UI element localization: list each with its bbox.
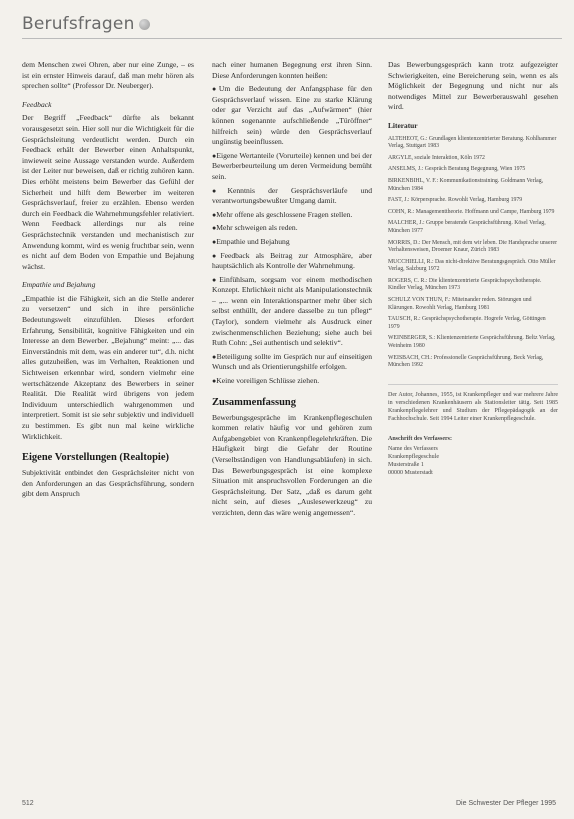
reference-item: COHN, R.: Managementtheorie. Hoffmann und Campe, Hamburg 1979: [388, 208, 555, 215]
list-item: ● Beteiligung sollte im Gespräch nur auf einseitigen Wunsch und als Orientierungshilfe erfolgen.: [212, 352, 372, 373]
feedback-paragraph: Der Begriff „Feedback“ dürfte als bekannt vorausgesetzt sein. Hier soll nur die Wichtigkeit für die Gesprächsleitung verdeutlicht werden. Durch ein Feedback erhält der Bewerber einen Anhaltspunkt, inwieweit seine Aussage verstanden wurde. Außerdem ist der Leiter nur beweisen, daß er richtig zuhören kann. Dies erhöht meistens beim Bewerber das Gefühl der Sicherheit und hilft dem Bewerber im weiteren Gesprächsverlauf, freier zu erzählen. Ebenso werden durch ein Feedback die Wahrnehmungsfehler relativiert. Wenn Feedback allerdings nur als reine Gesprächstechnik verstanden und mechanistisch zur Anwendung kommt, wird es wenig fruchtbar sein, wenn es nicht auf dem Boden von Empathie und Bejahung wächst.: [22, 113, 194, 271]
reference-item: ALTEHEOT, G.: Grundlagen klientenzentrierter Beratung. Kohlhammer Verlag, Stuttgart 1983: [388, 135, 557, 150]
address-line: Krankenpflegeschule: [388, 453, 439, 460]
middle-intro: nach einer humanen Begegnung erst ihren Sinn. Diese Anforderungen konnten heißen:: [212, 60, 372, 80]
journal-name: Die Schwester Der Pfleger 1995: [456, 800, 556, 807]
literature-list: [388, 136, 558, 370]
reference-item: MORRIS, D.: Der Mensch, mit dem wir leben. Die Handsprache unserer Verhaltensweisen, Droemer Knaur, Zürich 1983: [388, 239, 558, 254]
reference-item: MUCCHIELLI, R.: Das nicht-direktive Beratungsgespräch. Otto Müller Verlag, Salzburg 1972: [388, 258, 556, 273]
header-divider: [22, 38, 562, 39]
summary-heading: Zusammenfassung: [212, 396, 297, 408]
empathie-paragraph: „Empathie ist die Fähigkeit, sich an die Stelle anderer zu versetzen“ und sich in ihre persönliche Bedeutungswelt einzufühlen. Dieses erfordert Erfahrung, Sensibilität, kognitive Fähigkeiten und ein Interesse an dem Bewerber. „Bejahung“ meint: „... das Einverständnis mit dem, was ein anderer tut“, d.h. nicht alles gutzuheißen, was im Verhalten, Reaktionen und Sichtweisen erkennbar wird, sondern vielmehr eine wertschätzende Akzeptanz des Bewerbers in seiner Realität. Die Realität wird übrigens von jedem Individuum unterschiedlich wahrgenommen und interpretiert. Somit ist sie sehr subjektiv und individuell zu bestimmen. Es gibt nun mal keine wirkliche Wirklichkeit.: [22, 293, 194, 441]
reference-item: MALCHER, J.: Gruppe beratende Gesprächsführung. Kösel Verlag, München 1977: [388, 220, 546, 234]
list-item: ● Mehr offene als geschlossene Fragen stellen.: [212, 210, 372, 221]
eigene-heading: Eigene Vorstellungen (Realtopie): [22, 452, 169, 464]
list-item: ● Einfühlsam, sorgsam vor einem methodischen Konzept. Ehrlichkeit nicht als Manipulationstechnik – „... wenn ein Interaktionspartner mehr über sich selbst enthüllt, der andere dasselbe zu tun pflegt“ (Taylor), sondern vielmehr als Ausdruck einer zwischenmenschlichen Beziehung; siehe auch bei Ruth Cohn: „Sei authentisch und selektiv“.: [212, 275, 372, 349]
reference-item: ARGYLE, soziale Interaktion, Köln 1972: [388, 154, 485, 161]
intro-paragraph: dem Menschen zwei Ohren, aber nur eine Zunge, – es ist ein ernster Hinweis darauf, daß man mehr hören als sprechen sollte“ (Professor Dr. Neuberger).: [22, 60, 194, 91]
literature-heading: Literatur: [388, 120, 418, 130]
reference-item: ROGERS, C. R.: Die klientenzentrierte Gesprächspsychotherapie. Kindler Verlag, München 1973: [388, 277, 542, 292]
eigene-paragraph: Subjektivität entbindet den Gesprächsleiter nicht von den Anforderungen an das Gesprächsführung, sondern gibt dem Anspruch: [22, 468, 194, 499]
column-right: [388, 60, 558, 477]
feedback-heading: Feedback: [22, 99, 52, 109]
column-middle: [212, 60, 372, 522]
section-dot-icon: [139, 19, 150, 30]
address-line: Name des Verfassers: [388, 445, 438, 452]
empathie-heading: Empathie und Bejahung: [22, 280, 96, 290]
address-line: Musterstraße 1: [388, 461, 424, 468]
summary-paragraph: Bewerbungsgespräche im Krankenpflegeschulen kommen relativ häufig vor und gehören zum Aufgabengebiet von Krankenpflegelehrkräften. Die Häufigkeit birgt die Gefahr der Routine (Verselbständigen von Handlungsabläufen) in sich. Das Bewerbungsgespräch ist eine komplexe Situation mit anspruchsvollen Forderungen an die Gesprächsleitung. Der Satz, „daß es darum geht nicht sein, auf dieses „Auslesewerkzeug“ zu verzichten, denn das wäre wenig angemessen“.: [212, 412, 372, 517]
reference-item: SCHULZ VON THUN, F.: Miteinander reden. Störungen und Klärungen. Rowohlt Verlag, Hamburg 1981: [388, 297, 532, 311]
column-left: [22, 60, 194, 503]
list-item: ● Feedback als Beitrag zur Atmosphäre, aber hauptsächlich als Kontrolle der Wahrnehmung.: [212, 251, 372, 272]
author-note: Der Autor, Johannes, 1955, ist Krankenpfleger und war mehrere Jahre in verschiedenen Krankenhäusern als Stationsleiter tätig. Seit 1985 Krankenpflegelehrer und Studium der Pflegepädagogik an der Fachhochschule. Seit 1994 Leiter einer Krankenpflegeschule.: [388, 384, 558, 423]
section-title: Berufsfragen: [22, 14, 135, 34]
list-item: ● Eigene Wertanteile (Vorurteile) kennen und bei der Bewerberbeurteilung um deren Vermeidung bemüht sein.: [212, 151, 372, 183]
reference-item: ANSELMS, J.: Gespräch Beratung Begegnung, Wien 1975: [388, 166, 526, 173]
reference-item: BIRKENBIHL, V. F.: Kommunikationstraining. Goldmann Verlag, München 1984: [388, 177, 544, 192]
reference-item: WEISBACH, CH.: Professionelle Gesprächsführung. Beck Verlag, München 1992: [388, 354, 544, 369]
author-address: [388, 435, 558, 477]
reference-item: TAUSCH, R.: Gesprächspsychotherapie. Hogrefe Verlag, Göttingen 1979: [388, 316, 546, 330]
list-item: ● Mehr schweigen als reden.: [212, 223, 372, 234]
address-line: 00000 Musterstadt: [388, 469, 433, 476]
list-item: ● Um die Bedeutung der Anfangsphase für den Gesprächsverlauf wissen. Eine zu starke Klärung oder gar Verzicht auf das „Aufwärmen“ (hier können sogenannte aufschließende „Türöffner“ hilfreich sein) würde den Gesprächsverlauf ungünstig beeinflussen.: [212, 84, 372, 148]
right-intro: Das Bewerbungsgespräch kann trotz aufgezeigter Schwierigkeiten, eine Bereicherung sein, wenn es als Möglichkeit der Begegnung und nicht nur als notwendiges Mittel zur Bewerberauswahl gesehen wird.: [388, 60, 558, 112]
page-header: [22, 10, 562, 38]
list-item: ● Keine voreiligen Schlüsse ziehen.: [212, 376, 372, 387]
list-item: ● Empathie und Bejahung: [212, 237, 372, 248]
requirement-list: [212, 84, 372, 386]
page-number: 512: [22, 800, 34, 807]
reference-item: FAST, J.: Körpersprache. Rowohlt Verlag, Hamburg 1979: [388, 197, 523, 204]
list-item: ● Kenntnis der Gesprächsverläufe und verantwortungsbewußter Umgang damit.: [212, 186, 372, 207]
reference-item: WEINBERGER, S.: Klientenzentrierte Gesprächsführung. Beltz Verlag, Weinheim 1980: [388, 335, 556, 350]
address-heading: Anschrift des Verfassers:: [388, 435, 452, 442]
